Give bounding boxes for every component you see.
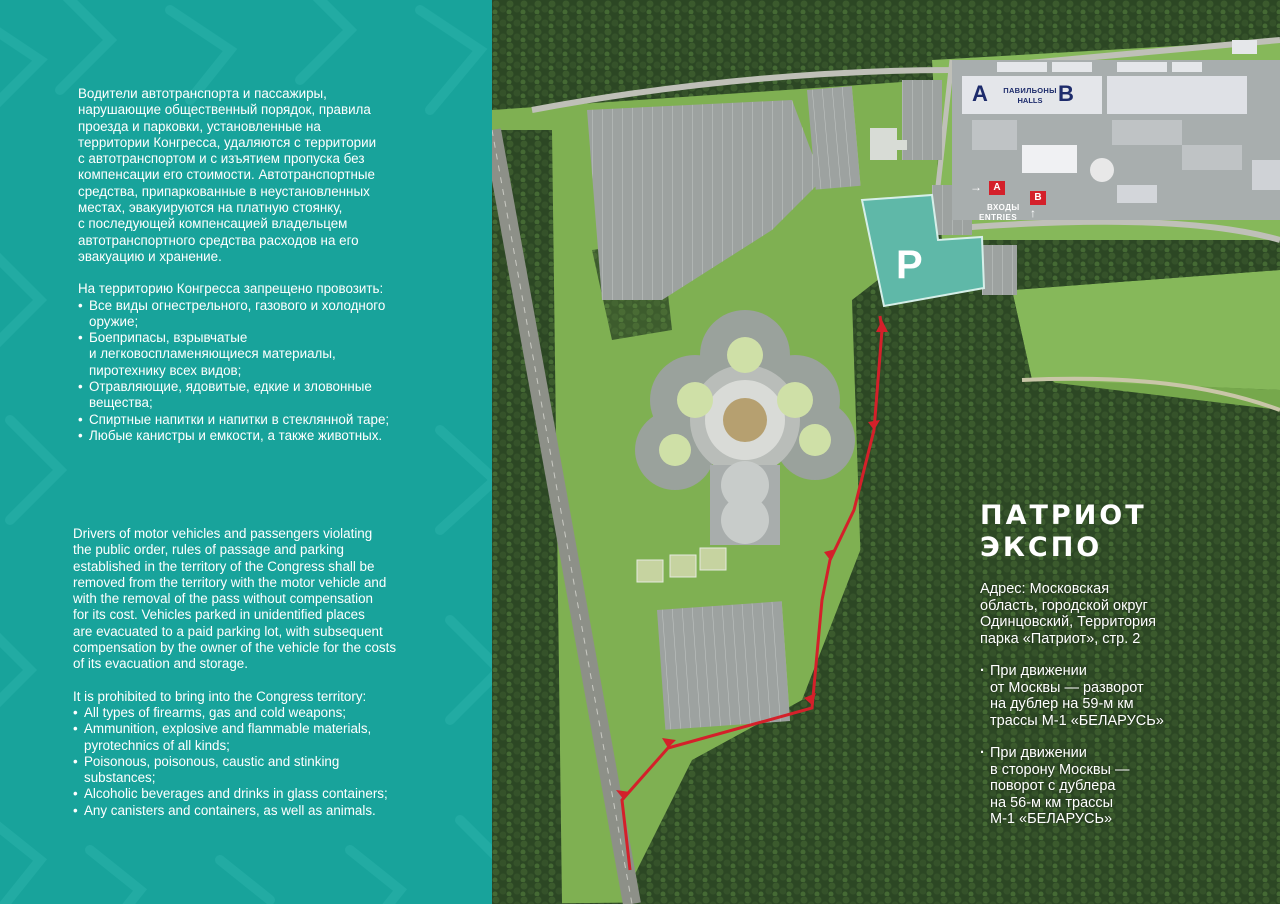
building [1117,62,1167,72]
address-line: Адрес: Московская [980,581,1110,597]
rules-ru-line: средства, припаркованные в неустановленных [78,183,370,199]
list-item-text: substances; [84,770,156,786]
direction-line: от Москвы — разворот [990,679,1144,696]
list-item-text: Ammunition, explosive and flammable materials, [84,721,372,737]
list-item [73,721,458,754]
monument [670,555,696,577]
list-item-text: Отравляющие, ядовитые, едкие и зловонные [89,379,372,395]
pavilion-building [1112,120,1182,145]
direction-item [980,663,1210,729]
list-item-text: pyrotechnics of all kinds; [84,737,230,753]
rules-ru-line: местах, эвакуируются на платную стоянку, [78,200,343,216]
entry-b-badge: B [1030,191,1046,205]
pavilion-building [972,120,1017,150]
prohibited-list-en [73,705,458,819]
list-item-text: пиротехнику всех видов; [89,362,242,378]
monument [700,548,726,570]
rules-panel [0,0,492,904]
entry-a-badge: A [989,181,1005,195]
rules-en-line: established in the territory of the Congress shall be [73,558,375,574]
pavilion-b-label: B [1058,81,1074,106]
rules-en-line: with the removal of the pass without compensation [73,591,373,607]
address-line: Одинцовский, Территория [980,614,1157,630]
list-item [73,754,458,787]
list-item [78,379,438,412]
entries-label-en: ENTRIES [979,213,1018,222]
venue-title-line: ЭКСПО [980,532,1103,563]
rules-ru-line: с автотранспортом и с изъятием пропуска без [78,151,365,167]
list-item [78,428,438,444]
pavilion-label-ru: ПАВИЛЬОНЫ [1003,86,1057,95]
rules-en [73,526,458,819]
rules-ru-line: Водители автотранспорта и пассажиры, [78,86,327,101]
direction-item [980,745,1210,828]
direction-line: на дублер на 59-м км [990,696,1134,712]
pavilion-label-en: HALLS [1017,96,1043,105]
list-item-text: оружие; [89,313,139,329]
direction-line: · При движении [990,663,1087,679]
grass-area [1012,270,1280,390]
rules-en-line: for its cost. Vehicles parked in unidentified places [73,607,365,623]
list-item-text: Any canisters and containers, as well as animals. [84,802,376,818]
building [997,62,1047,72]
rules-en-line: of its evacuation and storage. [73,656,248,672]
prohibited-list-ru [78,298,438,445]
parking-lot [902,80,942,160]
address-line: область, городской округ [980,597,1148,614]
pavilion-building [1252,160,1280,190]
list-item-text: и легковоспламеняющиеся материалы, [89,346,336,362]
parking-label: P [896,243,923,287]
prohibited-heading-ru: На территорию Конгресса запрещено провозить: [78,281,384,297]
rules-ru-line: проезда и парковки, установленные на [78,118,321,134]
rules-en-line: compensation by the owner of the vehicle for the costs [73,640,397,656]
rules-en-line: removed from the territory with the motor vehicle and [73,574,387,590]
list-item-text: вещества; [89,395,153,411]
venue-info [980,581,1210,828]
venue-address [980,581,1210,647]
address-line: парка «Патриот», стр. 2 [980,630,1141,647]
pavilion-dome [1090,158,1114,182]
list-item [78,298,438,331]
direction-line: · При движении [990,745,1087,761]
list-item-text: Alcoholic beverages and drinks in glass containers; [84,786,388,802]
venue-title-line: ПАТРИОТ [980,500,1147,531]
rules-ru-line: территории Конгресса, удаляются с территории [78,134,377,150]
direction-line: М-1 «БЕЛАРУСЬ» [990,811,1113,827]
parking-lot [807,86,861,190]
rules-ru-line: с последующей компенсацией владельцем [78,216,348,232]
list-item [73,705,458,721]
pavilion-building [1182,145,1242,170]
pavilion-a-label: A [972,81,988,106]
arrow-right-icon: → [970,180,982,194]
rules-ru-line: нарушающие общественный порядок, правила [78,102,371,118]
direction-line: трассы М-1 «БЕЛАРУСЬ» [990,712,1164,729]
rules-en-line: Drivers of motor vehicles and passengers violating [73,526,373,541]
direction-line: в сторону Москвы — [990,761,1130,778]
building [1172,62,1202,72]
rules-ru [78,86,438,444]
monument [637,560,663,582]
list-item-text: Poisonous, poisonous, caustic and stinking [84,753,340,769]
rules-en-line: the public order, rules of passage and parking [73,542,344,558]
prohibited-heading-en: It is prohibited to bring into the Congress territory: [73,688,367,704]
list-item-text: Любые канистры и емкости, а также животных. [89,427,383,443]
building [1052,62,1092,72]
list-item-text: All types of firearms, gas and cold weapons; [84,704,346,720]
list-item [73,803,458,819]
arrow-up-icon: ↑ [1030,206,1036,220]
forest-area [492,130,562,904]
direction-line: поворот с дублера [990,778,1116,794]
pavilion-building [1117,185,1157,203]
list-item-text: Спиртные напитки и напитки в стеклянной таре; [89,411,390,427]
list-item [78,330,438,379]
pavilion-building [1022,145,1077,173]
direction-line: на 56-м км трассы [990,794,1114,811]
rules-ru-line: компенсации его стоимости. Автотранспортные [78,167,375,183]
pavilion-building [1107,76,1247,114]
rules-ru-line: автотранспортного средства расходов на его [78,232,359,248]
parking-lot [657,601,790,729]
entries-label-ru: ВХОДЫ [987,203,1020,212]
directions-list [980,663,1210,828]
rules-ru-line: эвакуацию и хранение. [78,248,222,264]
parking-lot [982,245,1017,295]
list-item-text: Боеприпасы, взрывчатые [89,330,248,346]
list-item-text: Все виды огнестрельного, газового и холодного [89,297,386,313]
list-item [73,786,458,802]
rules-en-line: are evacuated to a paid parking lot, with subsequent [73,623,383,639]
list-item [78,412,438,428]
building [1232,40,1257,54]
venue-title [980,500,1240,564]
